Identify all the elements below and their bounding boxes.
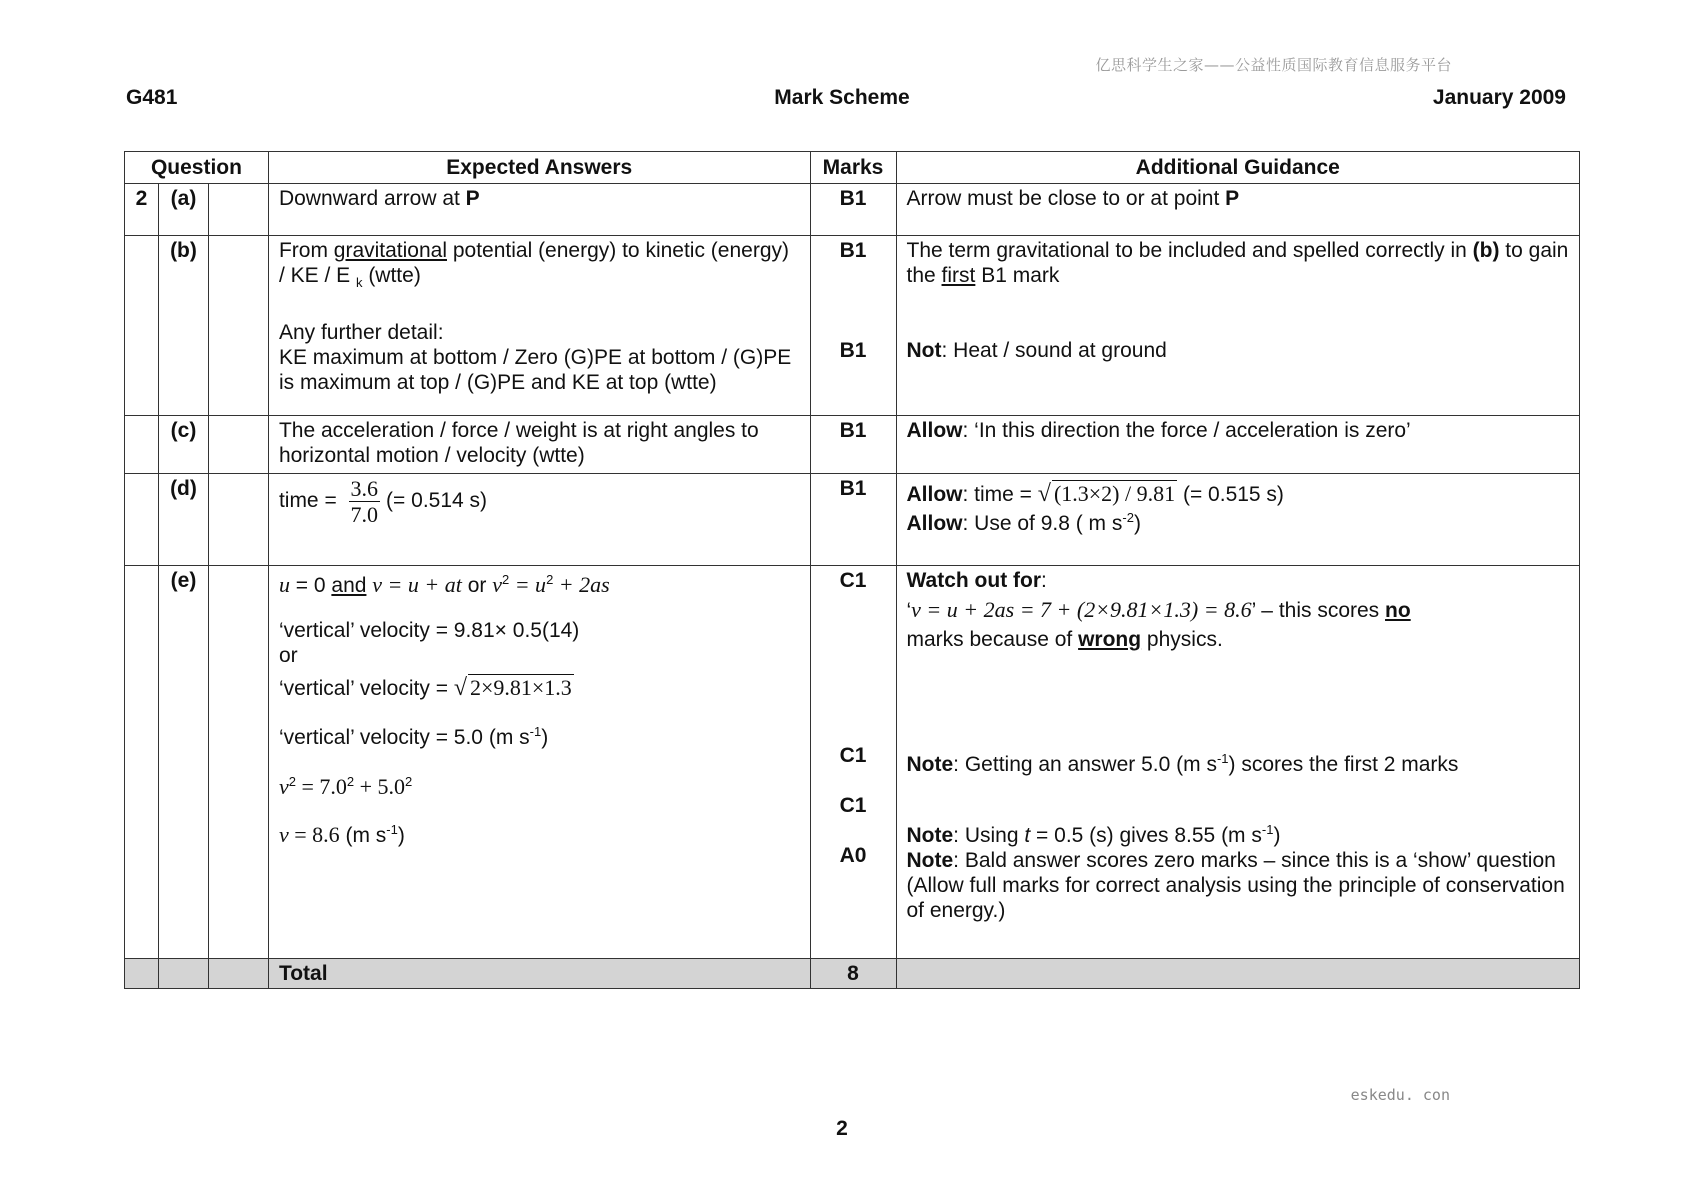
paper-code: G481 [126, 86, 178, 109]
site-stamp: eskedu. con [1350, 1086, 1450, 1104]
total-label: Total [268, 959, 810, 989]
table-row [125, 416, 1580, 474]
sqrt-icon: √ [1037, 481, 1051, 507]
mark-cell: B1 [810, 474, 896, 566]
header-question: Question [125, 152, 269, 184]
answer-cell: u = 0 and v = u + at or $v^2 = u^2 + 2as$ ‘vertical’ velocity = 9.81× 0.5(14) or ‘vertical’ velocity = √ 2×9.81×1.3 ‘vertical’ velocity = 5.0 (m $s^{-1}$) $v^2 = 7.0^2 + 5.0^2$ v = 8.6 (m $s^{-1}$) [268, 566, 810, 959]
exam-date: January 2009 [1432, 86, 1566, 109]
watermark-text: 亿思科学生之家——公益性质国际教育信息服务平台 [1095, 56, 1452, 74]
answer-cell: Downward arrow at P [268, 184, 810, 236]
answer-cell: From gravitational potential (energy) to kinetic (energy) / KE / E $_k$ (wtte) Any further detail: KE maximum at bottom / Zero (G)PE at bottom / (G)PE is maximum at top / (G)PE and KE at top (wtte) [268, 236, 810, 416]
answer-cell: time = $\frac{3.6}{7.0}$ (= 0.514 s) [268, 474, 810, 566]
page-number: 2 [836, 1117, 848, 1140]
total-row [125, 959, 1580, 989]
guidance-cell: The term gravitational to be included and spelled correctly in (b) to gain the first B1 mark Not: Heat / sound at ground [896, 236, 1580, 416]
part-label: (e) [158, 566, 208, 959]
table-row [125, 474, 1580, 566]
table-row [125, 236, 1580, 416]
header-marks: Marks [810, 152, 896, 184]
mark-cell: B1 [810, 416, 896, 474]
guidance-cell: Allow: ‘In this direction the force / acceleration is zero’ [896, 416, 1580, 474]
part-label: (c) [158, 416, 208, 474]
total-marks: 8 [810, 959, 896, 989]
sqrt-icon: √ [453, 675, 467, 701]
part-label: (b) [158, 236, 208, 416]
part-label: (d) [158, 474, 208, 566]
guidance-cell: Allow: time = √ (1.3×2) / 9.81 (= 0.515 s) Allow: Use of 9.8 ( m $s^{-2}$) [896, 474, 1580, 566]
mark-cell: B1 [810, 184, 896, 236]
guidance-cell: Watch out for: ‘v = u + 2as = 7 + (2×9.81×1.3) = 8.6’ – this scores no marks because of wrong physics. Note: Getting an answer 5.0 (m $s^{-1}$) scores the first 2 marks Note: Using t = 0.5 (s) gives 8.55 (m $s^{-1}$) Note: Bald answer scores zero marks – since this is a ‘show’ question (Allow full marks for correct analysis using the principle of conservation of energy.) [896, 566, 1580, 959]
question-number: 2 [125, 184, 159, 236]
mark-scheme-table [124, 151, 1580, 989]
mark-cell: C1 C1 C1 A0 [810, 566, 896, 959]
table-row [125, 566, 1580, 959]
table-header-row [125, 152, 1580, 184]
answer-cell: The acceleration / force / weight is at right angles to horizontal motion / velocity (wtte) [268, 416, 810, 474]
table-row [125, 184, 1580, 236]
header-expected-answers: Expected Answers [268, 152, 810, 184]
guidance-cell: Arrow must be close to or at point P [896, 184, 1580, 236]
header-guidance: Additional Guidance [896, 152, 1580, 184]
part-label: (a) [158, 184, 208, 236]
page-title: Mark Scheme [774, 86, 910, 109]
fraction: $\frac{3.6}{7.0}$ [350, 476, 379, 527]
mark-cell: B1 B1 [810, 236, 896, 416]
